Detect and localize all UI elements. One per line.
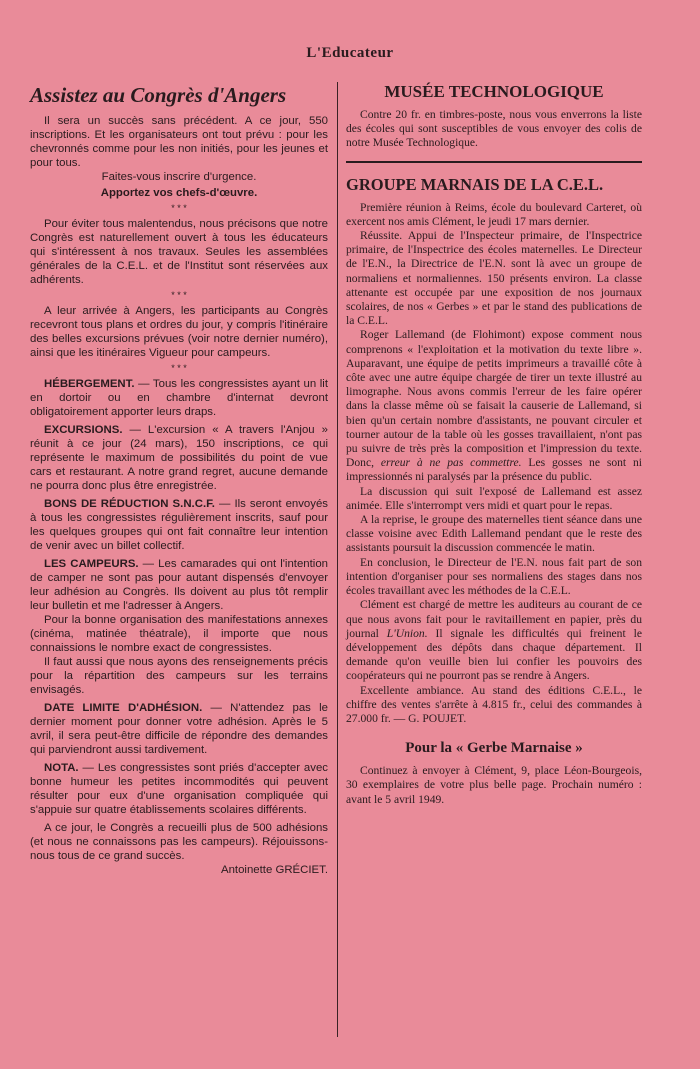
- bons-heading: BONS DE RÉDUCTION S.N.C.F.: [44, 498, 215, 510]
- date-heading: DATE LIMITE D'ADHÉSION.: [44, 702, 203, 714]
- paragraph-renseignements: Il faut aussi que nous ayons des renseignements précis pour la répartition des campeurs sur les terrains envisagés.: [30, 656, 328, 696]
- right-column: [346, 82, 642, 807]
- groupe-paragraph-2: Réussite. Appui de l'Inspecteur primaire, de l'Inspectrice primaire, de l'Inspectrice des écoles maternelles. Le Directeur de l'E.N., la Directrice de l'E.N. sont là avec un groupe de normaliens et normaliennes. 150 présents environ. La classe attenante est occupée par une exposition de nos journaux scolaires, de nos « Gerbes » et par le stand des publications de la C.E.L.: [346, 229, 642, 328]
- musee-text: Contre 20 fr. en timbres-poste, nous vous enverrons la liste des écoles qui sont susceptibles de vous envoyer des colis de notre Musée Technologique.: [346, 108, 642, 150]
- slogan: Apportez vos chefs-d'œuvre.: [100, 187, 258, 199]
- campeurs-paragraph: [30, 557, 328, 613]
- date-paragraph: [30, 701, 328, 757]
- groupe-paragraph-3: [346, 328, 642, 484]
- congres-title: Assistez au Congrès d'Angers: [30, 83, 287, 107]
- asterism: * * *: [171, 363, 187, 373]
- nota-paragraph: [30, 761, 328, 817]
- page-header: L'Educateur: [306, 45, 394, 61]
- groupe-paragraph-7: [346, 598, 642, 683]
- excursions-paragraph: [30, 423, 328, 493]
- paragraph-manifestations: Pour la bonne organisation des manifestations annexes (cinéma, matinée théatrale), il importe que nous connaissions le nombre exact de congressistes.: [30, 614, 328, 654]
- section-divider: [346, 161, 642, 163]
- groupe-paragraph-6: En conclusion, le Directeur de l'E.N. nous fait part de son intention d'organiser pour ses normaliens des stages dans nos écoles travaillant avec les méthodes de la C.E.L.: [346, 555, 642, 598]
- bons-paragraph: [30, 497, 328, 553]
- left-column: [30, 82, 328, 877]
- g7-text-a: Clément est chargé de mettre les auditeurs au courant de ce que nous avons fait pour le ravitaillement en papier, près du journal: [346, 598, 642, 640]
- asterism: * * *: [171, 203, 187, 213]
- hebergement-heading: HÉBERGEMENT.: [44, 378, 135, 390]
- g3-text-a: Roger Lallemand (de Flohimont) expose comment nous comprenons « l'exploitation et la motivation du texte libre ». Auparavant, une équipe de petits imprimeurs a travaillé côte à côte avec une autre équipe chargée de tirer un texte illustré au limographe. Nous avons commis l'erreur de les faire opérer dans la classe même où se faisait la causerie de Lallemand, si bien qu'un certain nombre d'assistants, ne pouvant circuler et tourner autour de la table où les gosses travaillaient, n'ont pas pu suivre de très près la composition et l'impression du texte. Donc,: [346, 328, 642, 470]
- nota-text: — Les congressistes sont priés d'accepter avec bonne humeur les petites incommodités qui peuvent résulter pour eux d'une organisation compliquée qui s'appuie sur quatre établissements scolaires différents.: [30, 762, 328, 816]
- g7-emphasis: L'Union.: [386, 626, 428, 640]
- intro-line: Faites-vous inscrire d'urgence.: [101, 171, 257, 183]
- campeurs-heading: LES CAMPEURS.: [44, 558, 139, 570]
- groupe-paragraph-5: A la reprise, le groupe des maternelles tient séance dans une classe voisine avec Edith Lallemand pendant que le reste des assistants poursuit la discussion commencée le matin.: [346, 513, 642, 555]
- date-text: — N'attendez pas le dernier moment pour donner votre adhésion. Après le 5 avril, il sera peut-être difficile de répondre des demandes qui parviendront aussi tardivement.: [30, 702, 328, 756]
- hebergement-text: — Tous les congressistes ayant un lit en dortoir ou en chambre d'internat devront obligatoirement apporter leurs draps.: [30, 378, 328, 418]
- campeurs-text: — Les camarades qui ont l'intention de camper ne sont pas pour autant dispensés d'envoyer leur adhésion au Congrès. Ils doivent au plus tôt remplir leur bulletin et me l'adresser à Angers.: [30, 558, 328, 612]
- intro-paragraph: Il sera un succès sans précédent. A ce jour, 550 inscriptions. Et les organisateurs ont tout prévu : pour les chevronnés comme pour les non initiés, pour les jeunes et pour tous.: [30, 115, 328, 169]
- paragraph-arrivee: A leur arrivée à Angers, les participants au Congrès recevront tous plans et ordres du jour, y compris l'itinéraire des belles excursions prévues (voir notre dernier numéro), ainsi que les itinéraires Vigueur pour campeurs.: [30, 305, 328, 359]
- groupe-paragraph-4: La discussion qui suit l'exposé de Lallemand est assez animée. Elle s'interrompt vers midi et quart pour le repas.: [346, 484, 642, 512]
- gerbe-title: Pour la « Gerbe Marnaise »: [405, 740, 583, 757]
- excursions-text: — L'excursion « A travers l'Anjou » réunit à ce jour (24 mars), 150 inscriptions, ce qui représente le maximum de possibilités du point de vue cars et restaurant. A notre grand regret, aucune demande ne pourra donc plus être enregistrée.: [30, 424, 328, 492]
- groupe-paragraph-8: Excellente ambiance. Au stand des éditions C.E.L., le chiffre des ventes s'arrête à 4.815 fr., celui des commandes à 27.000 fr. — G. POUJET.: [346, 683, 642, 725]
- bons-text: — Ils seront envoyés à tous les congressistes régulièrement inscrits, sauf pour les quelques groupes qui ont fait connaître leur intention de venir avec un billet collectif.: [30, 498, 328, 552]
- column-divider: [337, 82, 338, 1037]
- g3-emphasis: erreur à ne pas commettre.: [380, 456, 522, 470]
- groupe-paragraph-1: Première réunion à Reims, école du boulevard Carteret, où exercent nos amis Clément, le jeudi 17 mars dernier.: [346, 200, 642, 228]
- signature: Antoinette GRÉCIET.: [221, 864, 328, 876]
- asterism: * * *: [171, 290, 187, 300]
- g7-text-b: Il signale les difficultés qui freinent le développement des dépôts dans chaque département. Il demande qu'on veuille bien lui confier les pouvoirs des coopérateurs qui ne pourront pas se rendre à Angers.: [346, 626, 642, 683]
- g3-text-b: Les gosses ne sont ni impressionnés ni paralysés par la présence du public.: [346, 456, 642, 484]
- excursions-heading: EXCURSIONS.: [44, 424, 123, 436]
- paragraph-malentendus: Pour éviter tous malentendus, nous précisons que notre Congrès est naturellement ouvert à tous les éducateurs qui s'intéressent à nos travaux. Seules les assemblées générales de la C.E.L. et de l'Institut sont réservées aux adhérents.: [30, 218, 328, 286]
- groupe-title: GROUPE MARNAIS DE LA C.E.L.: [346, 174, 604, 194]
- gerbe-text: Continuez à envoyer à Clément, 9, place Léon-Bourgeois, 30 exemplaires de votre plus belle page. Prochain numéro : avant le 5 avril 1949.: [346, 764, 642, 806]
- paragraph-conclusion: A ce jour, le Congrès a recueilli plus de 500 adhésions (et nous ne connaissons pas les campeurs). Réjouissons-nous tous de ce grand succès.: [30, 822, 328, 862]
- musee-title: MUSÉE TECHNOLOGIQUE: [384, 82, 604, 101]
- nota-heading: NOTA.: [44, 762, 79, 774]
- hebergement-paragraph: [30, 377, 328, 419]
